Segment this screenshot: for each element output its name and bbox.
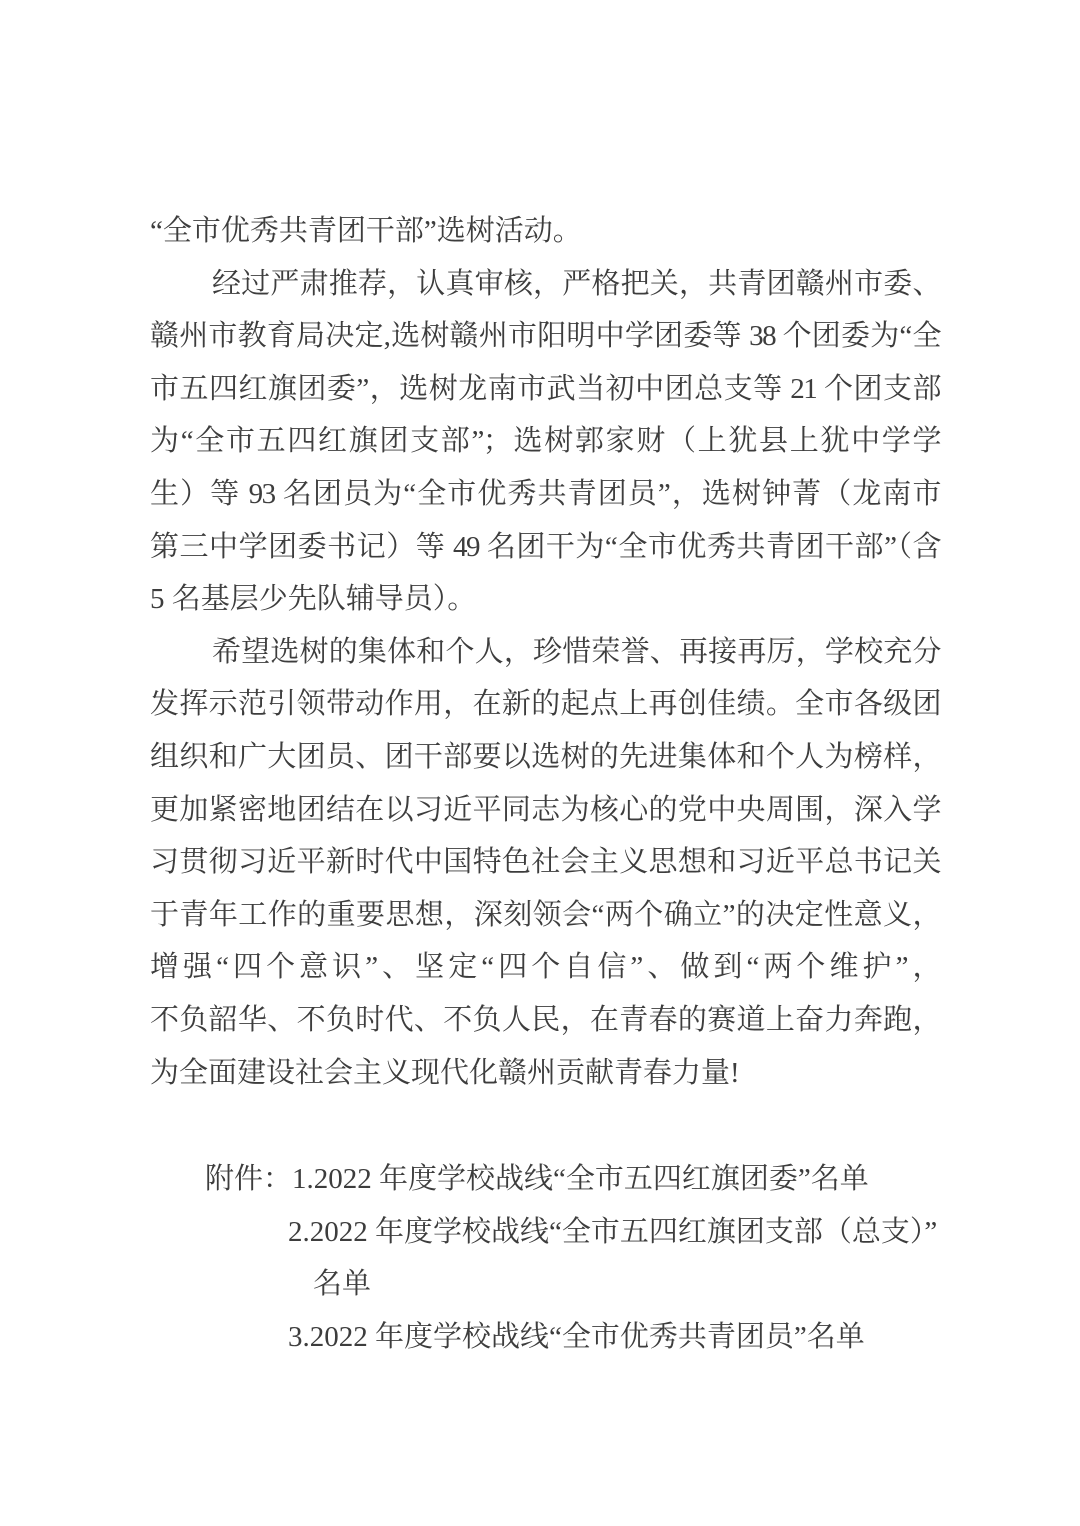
body-line: 生）等 93 名团员为“全市优秀共青团员”，选树钟菁（龙南市 xyxy=(150,477,940,510)
body-line: 希望选树的集体和个人，珍惜荣誉、再接再厉，学校充分 xyxy=(212,635,940,668)
body-line: 为“全市五四红旗团支部”；选树郭家财（上犹县上犹中学学 xyxy=(150,425,940,458)
body-line: 更加紧密地团结在以习近平同志为核心的党中央周围，深入学 xyxy=(150,793,940,826)
attachment-line: 名单 xyxy=(313,1268,372,1301)
body-line: 发挥示范引领带动作用，在新的起点上再创佳绩。全市各级团 xyxy=(150,688,940,721)
document-body xyxy=(150,205,940,1363)
body-line: 5 名基层少先队辅导员）。 xyxy=(150,583,477,616)
body-line: 为全面建设社会主义现代化赣州贡献青春力量! xyxy=(150,1056,740,1089)
attachments-block xyxy=(150,1153,940,1363)
body-line: 第三中学团委书记）等 49 名团干为“全市优秀共青团干部”（含 xyxy=(150,530,940,563)
body-line: “全市优秀共青团干部”选树活动。 xyxy=(150,215,582,247)
body-line: 组织和广大团员、团干部要以选树的先进集体和个人为榜样， xyxy=(150,740,940,773)
attachment-line: 2.2022 年度学校战线“全市五四红旗团支部（总支）” xyxy=(288,1215,938,1248)
attachment-line: 3.2022 年度学校战线“全市优秀共青团员”名单 xyxy=(288,1320,865,1353)
body-line: 习贯彻习近平新时代中国特色社会主义思想和习近平总书记关 xyxy=(150,846,940,879)
body-line: 赣州市教育局决定,选树赣州市阳明中学团委等 38 个团委为“全 xyxy=(150,320,940,353)
body-line: 经过严肃推荐，认真审核，严格把关，共青团赣州市委、 xyxy=(212,267,940,300)
body-line: 于青年工作的重要思想，深刻领会“两个确立”的决定性意义， xyxy=(150,898,940,931)
attachment-line: 附件：1.2022 年度学校战线“全市五四红旗团委”名单 xyxy=(205,1163,869,1196)
body-line: 不负韶华、不负时代、不负人民，在青春的赛道上奋力奔跑， xyxy=(150,1003,940,1036)
body-line: 增强“四个意识”、坚定“四个自信”、做到“两个维护”， xyxy=(150,951,940,984)
body-line: 市五四红旗团委”，选树龙南市武当初中团总支等 21 个团支部 xyxy=(150,372,940,405)
